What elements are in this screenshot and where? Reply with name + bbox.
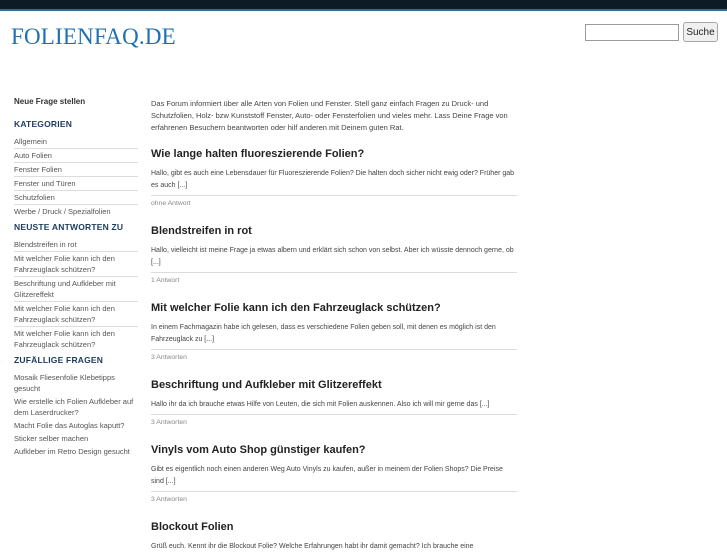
categories-list [14,135,138,218]
list-item [14,149,138,163]
post-excerpt: Hallo, vielleicht ist meine Frage ja etwas albern und erklärt sich schon von selbst. Aber ich wüsste dennoch gerne, ob [...] [151,247,514,266]
post-answer-count[interactable]: 3 Antworten [151,349,517,361]
post-answer-count[interactable]: ohne Antwort [151,195,517,207]
post-excerpt: Gibt es eigentlich noch einen anderen Weg Auto Vinyls zu kaufen, außer in meinem der Folien Shops? Die Preise sind [...] [151,466,503,485]
post-excerpt: In einem Fachmagazin habe ich gelesen, dass es verschiedene Folien geben soll, mit denen es möglich ist den Fahrzeuglack zu [...] [151,324,496,343]
random-question-link[interactable]: Macht Folie das Autoglas kaputt? [14,421,125,430]
top-bar [0,0,727,11]
list-item [14,238,138,252]
site-logo[interactable]: FOLIENFAQ.DE [11,24,176,49]
random-question-link[interactable]: Wie erstelle ich Folien Aufkleber auf dem Laserdrucker? [14,397,134,417]
latest-answers-heading: NEUSTE ANTWORTEN ZU [14,222,124,232]
post [151,147,517,207]
latest-answer-link[interactable]: Mit welcher Folie kann ich den Fahrzeuglack schützen? [14,329,115,349]
post-title[interactable]: Wie lange halten fluoreszierende Folien? [151,148,365,160]
post-answer-count[interactable]: 1 Antwort [151,272,517,284]
categories-heading: KATEGORIEN [14,119,73,129]
latest-answer-link[interactable]: Beschriftung und Aufkleber mit Glitzereffekt [14,279,116,299]
ask-question-link[interactable]: Neue Frage stellen [14,97,86,106]
post-excerpt: Grüß euch. Kennt ihr die Blockout Folie? Welche Erfahrungen habt ihr damit gemacht? Ich brauche eine [151,543,474,550]
list-item [14,135,138,149]
random-question-link[interactable]: Aufkleber im Retro Design gesucht [14,447,130,456]
random-questions-heading: ZUFÄLLIGE FRAGEN [14,355,104,365]
search-input[interactable] [585,24,679,41]
list-item [14,327,138,351]
latest-answer-link[interactable]: Mit welcher Folie kann ich den Fahrzeuglack schützen? [14,254,115,274]
post-title[interactable]: Vinyls vom Auto Shop günstiger kaufen? [151,444,366,456]
post-excerpt: Hallo, gibt es auch eine Lebensdauer für Fluoreszierende Folien? Die halten doch sicher nicht ewig oder? Früher gab es auch [...] [151,170,515,189]
random-question-link[interactable]: Mosaik Fliesenfolie Klebetipps gesucht [14,373,115,393]
post [151,520,517,553]
category-link[interactable]: Auto Folien [14,151,52,160]
category-link[interactable]: Fenster Folien [14,165,62,174]
intro-text: Das Forum informiert über alle Arten von Folien und Fenster. Stell ganz einfach Fragen zu Druck- und Schutzfolien, Holz- bzw Kunststoff Fenster, Auto- oder Fensterfolien und vieles mehr. Lass Deine Frage von erfahrenen Besuchern beantworten oder hilf anderen mit Deinem guten Rat. [151,99,508,132]
post-title[interactable]: Beschriftung und Aufkleber mit Glitzereffekt [151,379,382,391]
category-link[interactable]: Allgemein [14,137,47,146]
top-bar-accent [0,9,727,11]
post [151,443,517,503]
list-item [14,252,138,277]
category-link[interactable]: Werbe / Druck / Spezialfolien [14,207,111,216]
list-item [14,445,138,458]
latest-answer-link[interactable]: Blendstreifen in rot [14,240,77,249]
post-excerpt: Hallo ihr da ich brauche etwas Hilfe von Leuten, die sich mit Folien auskennen. Also ich will mir gerne das [...] [151,401,490,408]
list-item [14,419,138,432]
sidebar [14,97,138,462]
list-item [14,177,138,191]
post-title[interactable]: Blendstreifen in rot [151,225,252,237]
post [151,378,517,426]
post [151,301,517,361]
list-item [14,371,138,395]
list-item [14,191,138,205]
post-answer-count[interactable]: 3 Antworten [151,491,517,503]
list-item [14,302,138,327]
search-button[interactable]: Suche [683,22,718,42]
latest-answers-list [14,238,138,351]
post-title[interactable]: Mit welcher Folie kann ich den Fahrzeuglack schützen? [151,302,441,314]
list-item [14,395,138,419]
list-item [14,277,138,302]
list-item [14,205,138,218]
post-answer-count[interactable]: 3 Antworten [151,414,517,426]
list-item [14,432,138,445]
post [151,224,517,284]
latest-answer-link[interactable]: Mit welcher Folie kann ich den Fahrzeuglack schützen? [14,304,115,324]
random-question-link[interactable]: Sticker selber machen [14,434,89,443]
list-item [14,163,138,177]
random-questions-list [14,371,138,458]
post-title[interactable]: Blockout Folien [151,521,234,533]
category-link[interactable]: Fenster und Türen [14,179,76,188]
main-content [151,98,517,553]
category-link[interactable]: Schutzfolien [14,193,55,202]
